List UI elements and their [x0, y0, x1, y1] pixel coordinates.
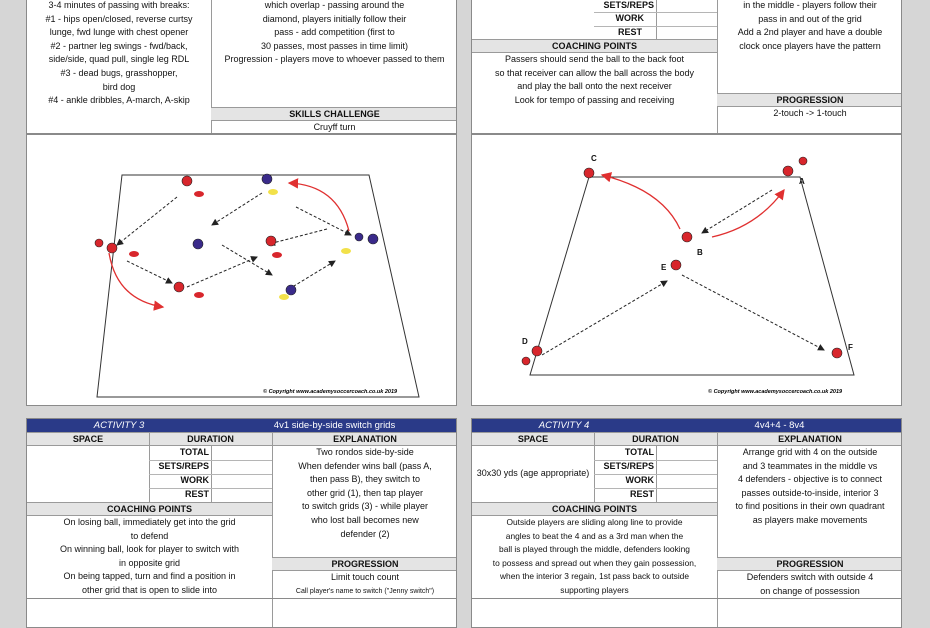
warmup-text: 3-4 minutes of passing with breaks: #1 - hips open/closed, reverse curtsy lunge, fwd lunge with chest opener #2 - partner leg swings - fwd/back, side/side, quad pull, single leg RDL #3 - dead bugs, grasshopper, bird dog #4 - ankle dribbles, A-march, A-skip — [45, 0, 193, 106]
passing-pattern-diagram — [472, 135, 902, 406]
activity4-title: ACTIVITY 4 — [538, 420, 590, 431]
label-f: F — [848, 343, 853, 352]
skills-challenge-value: Cruyff turn — [313, 122, 356, 132]
progression-text: Defenders switch with outside 4 on change of possession — [746, 572, 874, 596]
session-top-right-panel — [471, 0, 902, 134]
work-label: WORK — [180, 475, 209, 485]
explanation-header: EXPLANATION — [717, 432, 902, 446]
progression-header: PROGRESSION — [272, 557, 457, 571]
rest-label: REST — [617, 27, 642, 37]
sets-reps-label: SETS/REPS — [603, 0, 654, 10]
diagram-right-panel — [471, 134, 902, 406]
session-top-left-panel — [26, 0, 457, 134]
duration-header: DURATION — [594, 432, 717, 446]
space-value: 30x30 yds (age appropriate) — [476, 468, 590, 478]
progression-header: PROGRESSION — [717, 557, 902, 571]
coaching-points-header: COACHING POINTS — [27, 502, 272, 516]
pitch-outline — [530, 177, 854, 375]
activity3-panel — [26, 418, 457, 628]
rest-label: REST — [184, 489, 209, 499]
explanation-text: which overlap - passing around the diamond, players initially follow their pass - add competition (first to 30 passes, most passes in time limit) Progression - players move to whoever passed to them — [224, 0, 445, 65]
copyright-text: © Copyright www.academysoccercoach.co.uk 2019 — [263, 389, 398, 395]
duration-header: DURATION — [149, 432, 272, 446]
activity3-title: ACTIVITY 3 — [93, 420, 145, 431]
label-e: E — [661, 263, 667, 272]
sets-reps-label: SETS/REPS — [158, 461, 209, 471]
coaching-points-text: Outside players are sliding along line to provide angles to beat the 4 and as a 3rd man when the ball is played through the middle, defenders looking to possess and spread out when they gain possession, when the interior 3 regain, 1st pass back to outside supporting players — [492, 517, 697, 595]
explanation-header: EXPLANATION — [272, 432, 457, 446]
rest-label: REST — [629, 489, 654, 499]
total-label: TOTAL — [624, 447, 654, 457]
progression-value: 2-touch -> 1-touch — [773, 108, 847, 118]
activity4-name: 4v4+4 - 8v4 — [754, 420, 805, 431]
space-header: SPACE — [472, 432, 594, 446]
work-label: WORK — [625, 475, 654, 485]
coaching-points-text: Passers should send the ball to the back foot so that receiver can allow the ball across the body and play the ball onto the next receiver Look for tempo of passing and receiving — [494, 54, 695, 105]
total-label: TOTAL — [179, 447, 209, 457]
space-header: SPACE — [27, 432, 149, 446]
progression-header: PROGRESSION — [717, 93, 902, 107]
work-label: WORK — [615, 13, 644, 23]
diamond-passing-diagram — [27, 135, 457, 406]
explanation-text: Arrange grid with 4 on the outside and 3 teammates in the middle vs 4 defenders - objective is to connect passes outside-to-inside, interior 3 to find positions in their own quadrant as players make movements — [735, 447, 885, 525]
label-d: D — [522, 337, 528, 346]
diagram-left-panel — [26, 134, 457, 406]
activity4-panel — [471, 418, 902, 628]
skills-challenge-header: SKILLS CHALLENGE — [211, 107, 457, 121]
coaching-points-text: On losing ball, immediately get into the grid to defend On winning ball, look for player to switch with in opposite grid On being tapped, turn and find a position in other grid that is open to slide into — [59, 517, 240, 595]
coaching-points-header: COACHING POINTS — [472, 502, 717, 516]
explanation-text: in the middle - players follow their pass in and out of the grid Add a 2nd player and have a double clock once players have the pattern — [737, 0, 883, 51]
label-b: B — [697, 248, 703, 257]
explanation-text: Two rondos side-by-side When defender wins ball (pass A, then pass B), they switch to other grid (1), then tap player to switch grids (3) - while player who lost ball becomes new defender (2) — [298, 447, 432, 539]
sets-reps-label: SETS/REPS — [603, 461, 654, 471]
activity3-name: 4v1 side-by-side switch grids — [273, 420, 396, 431]
progression-text: Limit touch count Call player's name to switch ("Jenny switch") — [295, 572, 435, 595]
label-c: C — [591, 154, 597, 163]
copyright-text: © Copyright www.academysoccercoach.co.uk 2019 — [708, 389, 843, 395]
coaching-points-header: COACHING POINTS — [472, 39, 717, 53]
pitch-outline — [97, 175, 419, 397]
label-a: A — [799, 177, 805, 186]
